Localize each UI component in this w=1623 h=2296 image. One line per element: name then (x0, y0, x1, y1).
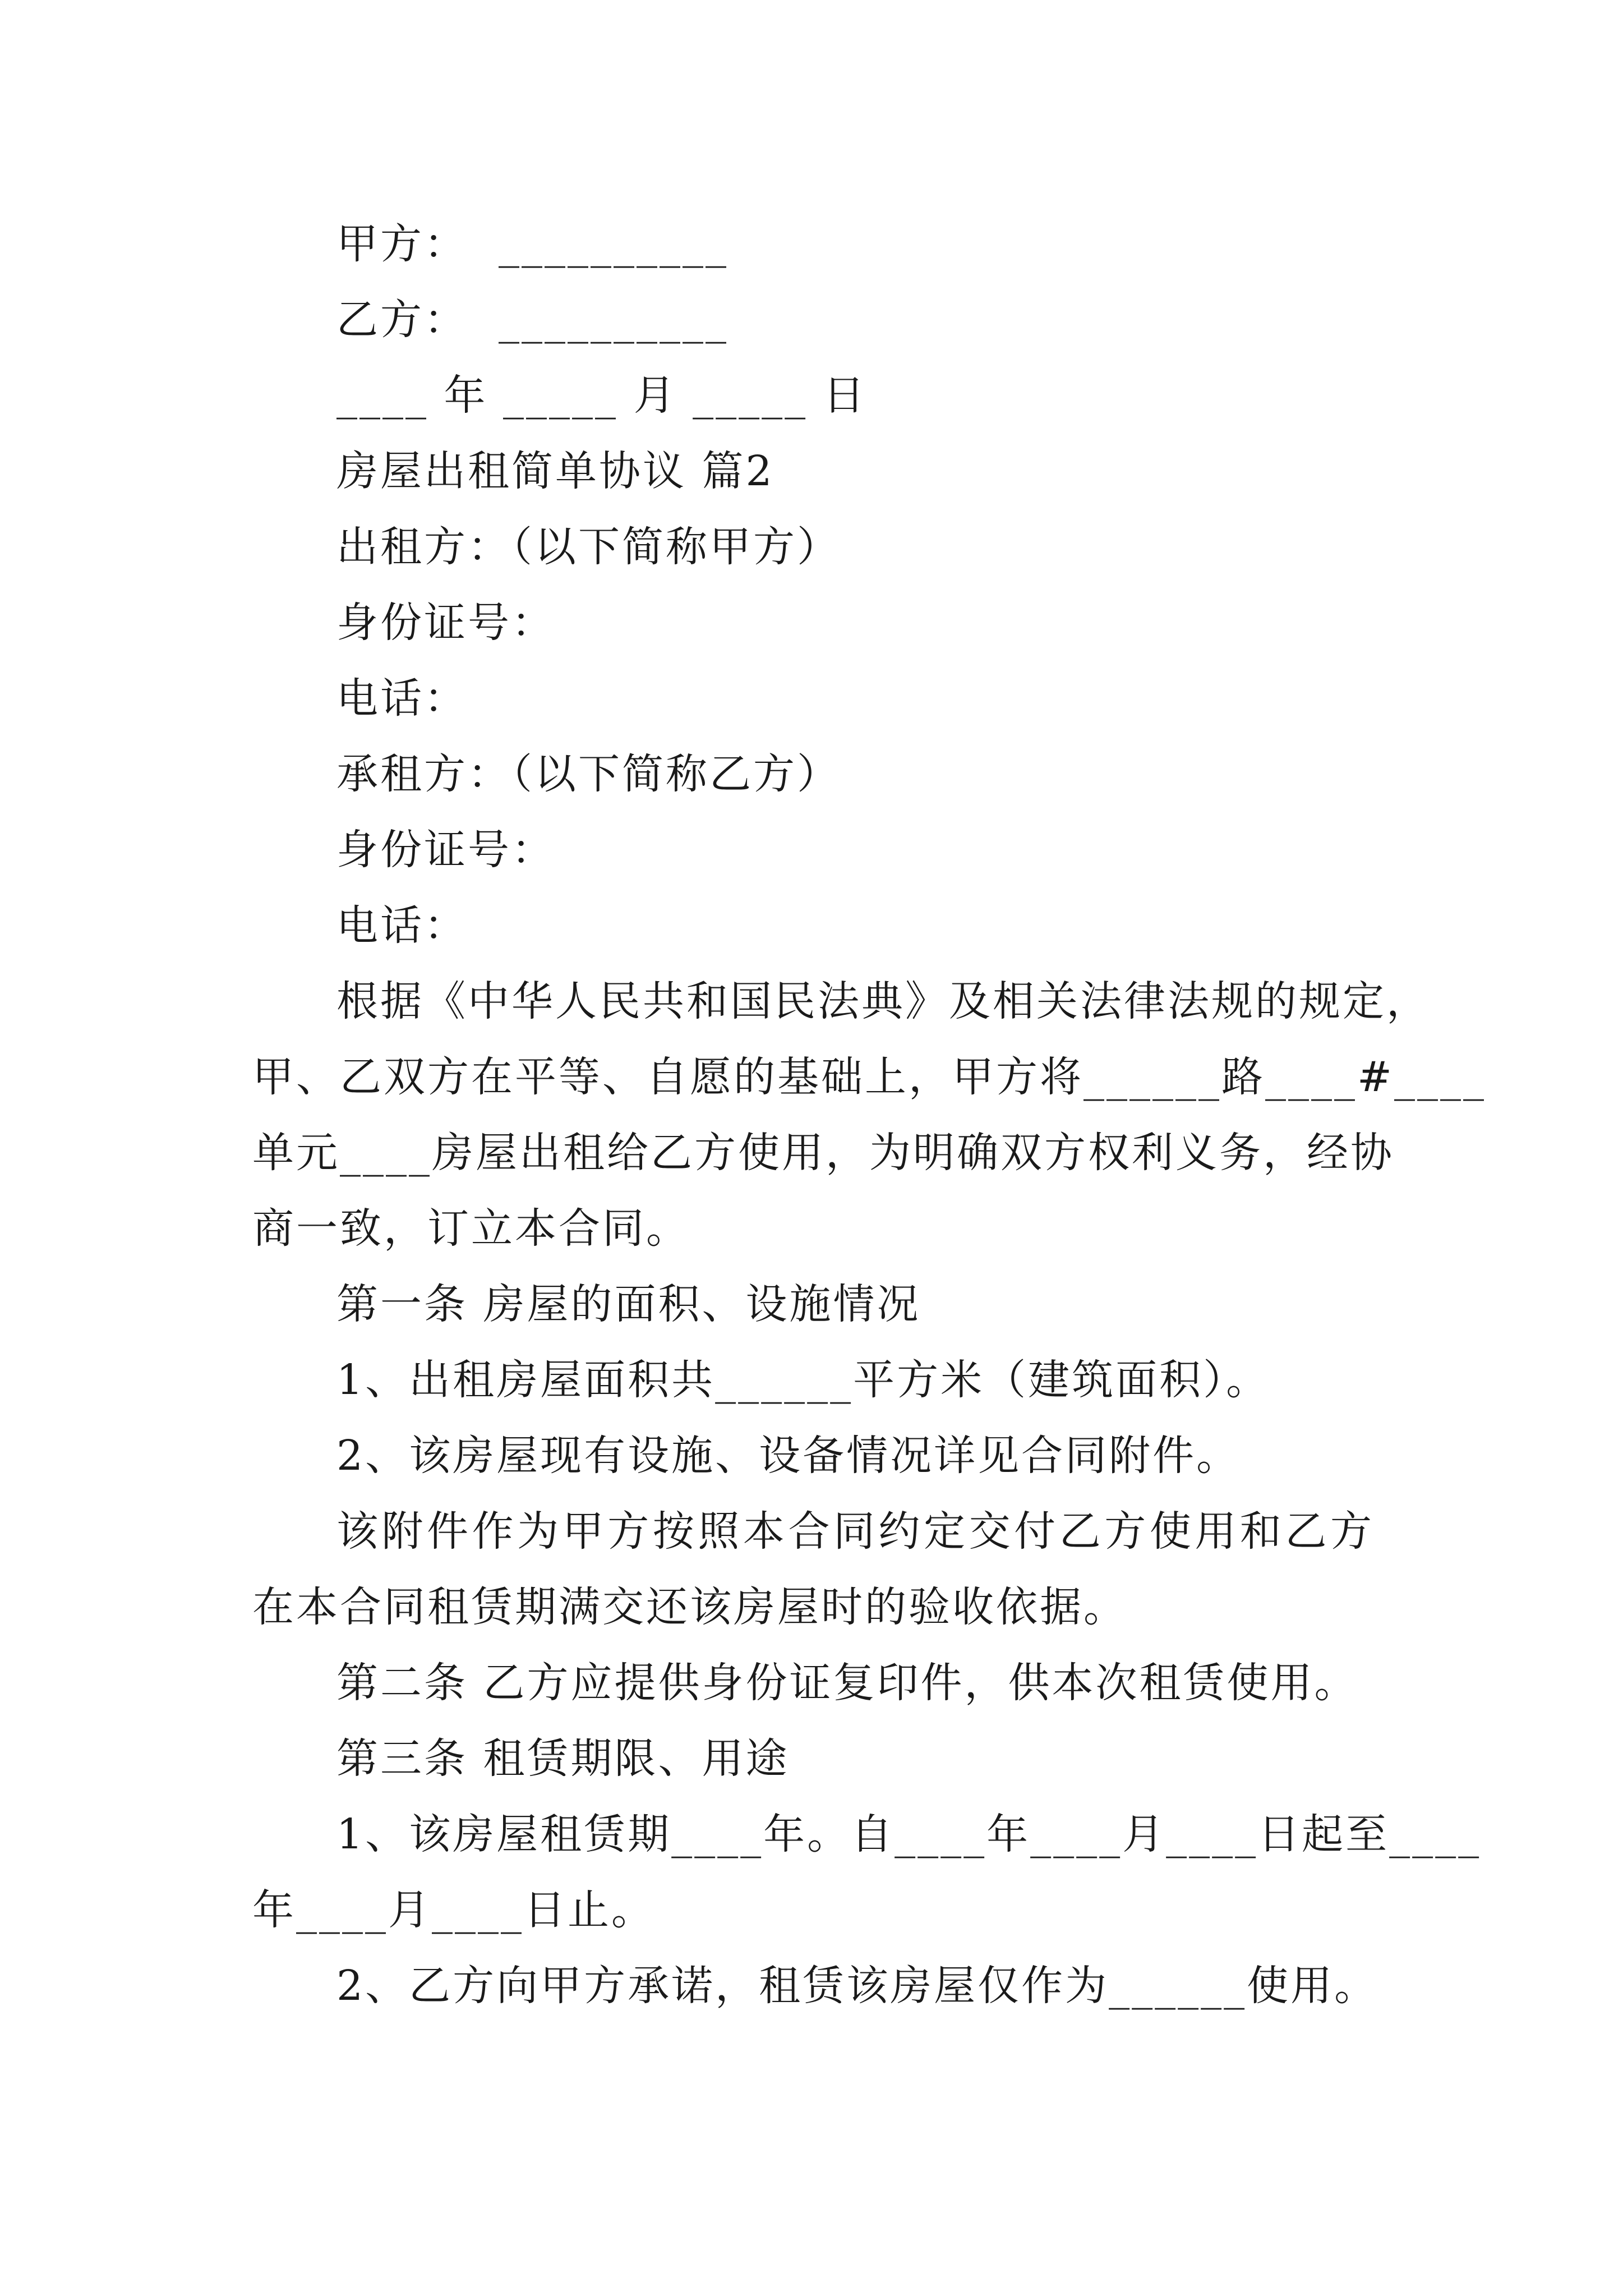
lessor-line: 出租方：（以下简称甲方） (336, 523, 841, 571)
article-1-item-2: 2、该房屋现有设施、设备情况详见合同附件。 (336, 1432, 1241, 1480)
signature-party-a: 甲方： __________ (336, 220, 729, 268)
intro-paragraph-line-4: 商一致，订立本合同。 (252, 1204, 690, 1253)
lessee-phone-line: 电话： (336, 901, 468, 950)
article-3-title: 第三条 租赁期限、用途 (336, 1734, 790, 1783)
article-1-note-line-1: 该附件作为甲方按照本合同约定交付乙方使用和乙方 (336, 1507, 1374, 1556)
intro-paragraph-line-2: 甲、乙双方在平等、自愿的基础上，甲方将______路____#____ (252, 1053, 1487, 1101)
lessee-id-line: 身份证号： (336, 826, 555, 874)
lessee-line: 承租方：（以下简称乙方） (336, 750, 841, 798)
article-1-item-1: 1、出租房屋面积共______平方米（建筑面积）。 (336, 1356, 1270, 1404)
lessor-id-line: 身份证号： (336, 599, 555, 647)
signature-party-b: 乙方： __________ (336, 296, 729, 344)
intro-paragraph-line-1: 根据《中华人民共和国民法典》及相关法律法规的规定， (336, 977, 1430, 1025)
lessor-phone-line: 电话： (336, 674, 468, 723)
intro-paragraph-line-3: 单元____房屋出租给乙方使用，为明确双方权利义务，经协 (252, 1129, 1394, 1177)
section-title: 房屋出租简单协议 篇2 (336, 447, 774, 495)
article-3-item-1-line-2: 年____月____日止。 (252, 1886, 655, 1934)
article-3-item-2: 2、乙方向甲方承诺，租赁该房屋仅作为______使用。 (336, 1962, 1378, 2010)
article-1-note-line-2: 在本合同租赁期满交还该房屋时的验收依据。 (252, 1583, 1127, 1631)
article-1-title: 第一条 房屋的面积、设施情况 (336, 1280, 921, 1328)
article-2: 第二条 乙方应提供身份证复印件，供本次租赁使用。 (336, 1659, 1358, 1707)
signature-date: ____ 年 _____ 月 _____ 日 (336, 371, 867, 420)
article-3-item-1-line-1: 1、该房屋租赁期____年。自____年____月____日起至____ (336, 1810, 1482, 1858)
